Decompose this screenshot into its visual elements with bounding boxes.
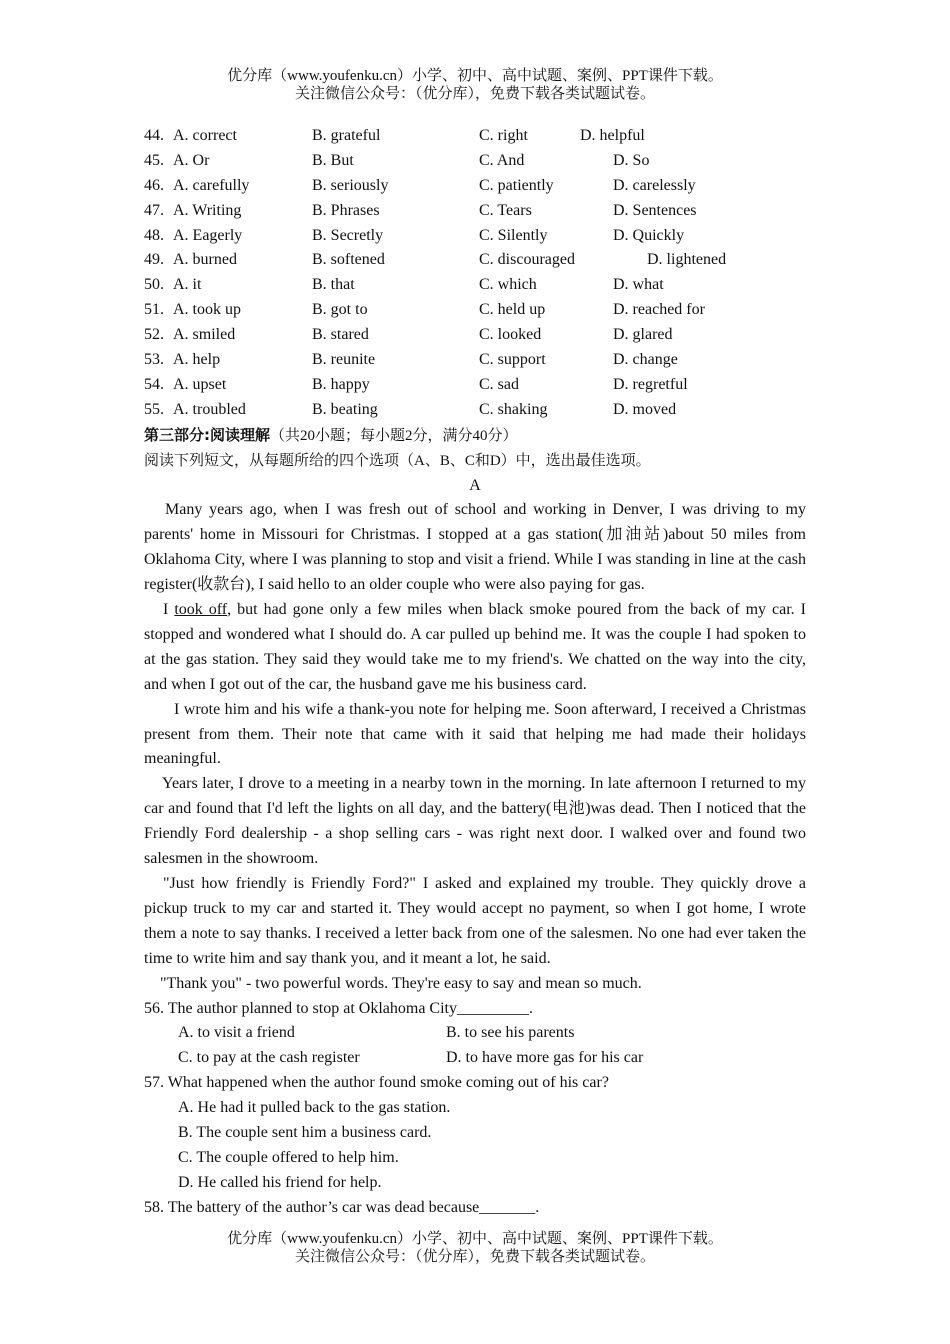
- passage-paragraph-1: Many years ago, when I was fresh out of school and working in Denver, I was driving to my parents' home in Missouri for Christmas. I stopped at a gas station(加油站)about 50 miles from Oklahoma City, where I was planning to stop and visit a friend. While I was standing in line at the cash register(收款台), I said hello to an older couple who were also paying for gas.: [144, 501, 806, 594]
- option-c: C. The couple offered to help him.: [178, 1148, 399, 1166]
- option-b: B. grateful: [312, 127, 381, 144]
- option-c: C. Silently: [479, 226, 548, 244]
- option-c: C. sad: [479, 375, 519, 393]
- option-row-53: [144, 348, 806, 373]
- option-a: A. to visit a friend: [178, 1024, 295, 1042]
- option-row-55: [144, 398, 806, 423]
- option-a: A. it: [173, 276, 202, 294]
- option-c: C. looked: [479, 326, 542, 344]
- paragraph-2-start: I: [163, 601, 175, 619]
- question-stem: 58. The battery of the author’s car was dead because_______.: [144, 1198, 540, 1216]
- option-b: B. reunite: [312, 351, 376, 369]
- page-footer: [0, 1230, 950, 1266]
- option-d: D. reached for: [613, 301, 705, 319]
- page-header: [0, 67, 950, 103]
- section-title: 第三部分:阅读理解: [144, 425, 270, 444]
- section-heading: [144, 423, 806, 449]
- question-stem: 57. What happened when the author found smoke coming out of his car?: [144, 1074, 609, 1092]
- option-b: B. But: [312, 151, 354, 169]
- question-number: 45.: [144, 151, 164, 169]
- question-58: [144, 1196, 806, 1221]
- option-d: D. So: [613, 151, 650, 169]
- option-d: D. regretful: [613, 375, 688, 393]
- options-row-2: [144, 1046, 806, 1071]
- option-b: B. happy: [312, 375, 370, 393]
- question-number: 53.: [144, 351, 164, 369]
- option-a: A. carefully: [173, 176, 250, 194]
- option-a: A. took up: [173, 301, 241, 319]
- option-row-51: [144, 298, 806, 323]
- option-b: B. beating: [312, 400, 378, 418]
- option-a: A. He had it pulled back to the gas station.: [178, 1099, 451, 1117]
- option-b: B. seriously: [312, 176, 389, 194]
- option-d: D. carelessly: [613, 176, 696, 194]
- question-number: 44.: [144, 127, 164, 144]
- option-a: A. upset: [173, 375, 227, 393]
- option-a: A. Writing: [173, 201, 242, 219]
- question-number: 55.: [144, 400, 164, 418]
- option-row-50: [144, 273, 806, 298]
- option-d: D. change: [613, 351, 678, 369]
- option-c: C. support: [479, 351, 546, 369]
- option-d: D. lightened: [647, 251, 727, 269]
- question-57: [144, 1071, 806, 1196]
- option-c: C. which: [479, 276, 537, 294]
- option-b: B. The couple sent him a business card.: [178, 1124, 432, 1142]
- option-c: C. And: [479, 151, 525, 169]
- question-number: 54.: [144, 375, 164, 393]
- option-b: B. that: [312, 276, 355, 294]
- option-d: D. glared: [613, 326, 673, 344]
- option-a: A. troubled: [173, 400, 246, 418]
- paragraph-2-rest: , but had gone only a few miles when black smoke poured from the back of my car. I stopped and wondered what I should do. A car pulled up behind me. It was the couple I had spoken to at the gas station. They said they would take me to my friend's. We chatted on the way into the city, and when I got out of the car, the husband gave me his business card.: [144, 601, 807, 693]
- question-number: 46.: [144, 176, 164, 194]
- option-c: C. shaking: [479, 400, 548, 418]
- question-number: 51.: [144, 301, 164, 319]
- option-c: C. held up: [479, 301, 546, 319]
- footer-line-2: 关注微信公众号：（优分库），免费下载各类试题试卷。: [294, 1249, 655, 1265]
- option-b: B. Secretly: [312, 226, 384, 244]
- option-b: B. softened: [312, 251, 385, 269]
- option-a: A. smiled: [173, 326, 236, 344]
- option-b: B. to see his parents: [446, 1024, 575, 1042]
- question-stem: 56. The author planned to stop at Oklahoma City_________.: [144, 999, 533, 1017]
- option-d: D. Quickly: [613, 226, 685, 244]
- option-row-54: [144, 373, 806, 398]
- question-number: 47.: [144, 201, 164, 219]
- question-number: 49.: [144, 251, 164, 269]
- option-c: C. to pay at the cash register: [178, 1049, 360, 1067]
- option-d: D. moved: [613, 400, 677, 418]
- underlined-phrase: took off: [174, 601, 228, 619]
- option-row-47: [144, 199, 806, 224]
- option-row-49: [144, 248, 806, 273]
- option-d: D. helpful: [580, 127, 645, 144]
- option-d: D. what: [613, 276, 664, 294]
- page-content: [144, 124, 806, 1221]
- footer-line-1: 优分库（www.youfenku.cn）小学、初中、高中试题、案例、PPT课件下载。: [227, 1231, 723, 1247]
- header-line-2: 关注微信公众号：（优分库），免费下载各类试题试卷。: [294, 86, 655, 102]
- passage-paragraph-4: Years later, I drove to a meeting in a nearby town in the morning. In late afternoon I returned to my car and found that I'd left the lights on all day, and the battery(电池)was dead. Then I noticed that the Friendly Ford dealership - a shop selling cars - was right next door. I walked over and found two salesmen in the showroom.: [144, 775, 806, 868]
- passage-paragraph-6: "Thank you" - two powerful words. They're easy to say and mean so much.: [160, 974, 642, 992]
- option-b: B. stared: [312, 326, 369, 344]
- option-c: C. right: [479, 127, 528, 144]
- question-number: 52.: [144, 326, 164, 344]
- option-a: A. Eagerly: [173, 226, 243, 244]
- option-c: C. Tears: [479, 201, 532, 219]
- option-d: D. to have more gas for his car: [446, 1049, 644, 1067]
- option-a: A. burned: [173, 251, 237, 269]
- passage-paragraph-3: I wrote him and his wife a thank-you note for helping me. Soon afterward, I received a Christmas present from them. Their note that came with it said that helping me had made their holidays meaningful.: [144, 700, 806, 768]
- option-a: A. help: [173, 351, 221, 369]
- section-instruction: 阅读下列短文，从每题所给的四个选项（A、B、C和D）中，选出最佳选项。: [144, 452, 651, 469]
- option-d: D. Sentences: [613, 201, 697, 219]
- options-row-1: [144, 1021, 806, 1046]
- option-row-52: [144, 323, 806, 348]
- option-b: B. Phrases: [312, 201, 380, 219]
- option-row-48: [144, 224, 806, 249]
- option-b: B. got to: [312, 301, 368, 319]
- option-a: A. correct: [173, 127, 237, 144]
- option-a: A. Or: [173, 151, 210, 169]
- option-row-44: [144, 124, 806, 149]
- option-row-45: [144, 149, 806, 174]
- passage-label: A: [469, 476, 481, 494]
- section-scoring-note: （共20小题；每小题2分，满分40分）: [270, 427, 518, 444]
- header-line-1: 优分库（www.youfenku.cn）小学、初中、高中试题、案例、PPT课件下载。: [227, 68, 723, 84]
- question-number: 50.: [144, 276, 164, 294]
- passage-paragraph-5: "Just how friendly is Friendly Ford?" I asked and explained my trouble. They quickly drove a pickup truck to my car and started it. They would accept no payment, so when I got home, I wrote them a note to say thanks. I received a letter back from one of the salesmen. No one had ever taken the time to write him and say thank you, and it meant a lot, he said.: [144, 875, 806, 967]
- option-row-46: [144, 174, 806, 199]
- question-number: 48.: [144, 226, 164, 244]
- question-56: [144, 997, 806, 1072]
- passage-paragraph-2: [144, 598, 806, 698]
- cloze-options: [144, 124, 806, 423]
- option-d: D. He called his friend for help.: [178, 1173, 382, 1191]
- option-c: C. discouraged: [479, 251, 575, 269]
- option-c: C. patiently: [479, 176, 554, 194]
